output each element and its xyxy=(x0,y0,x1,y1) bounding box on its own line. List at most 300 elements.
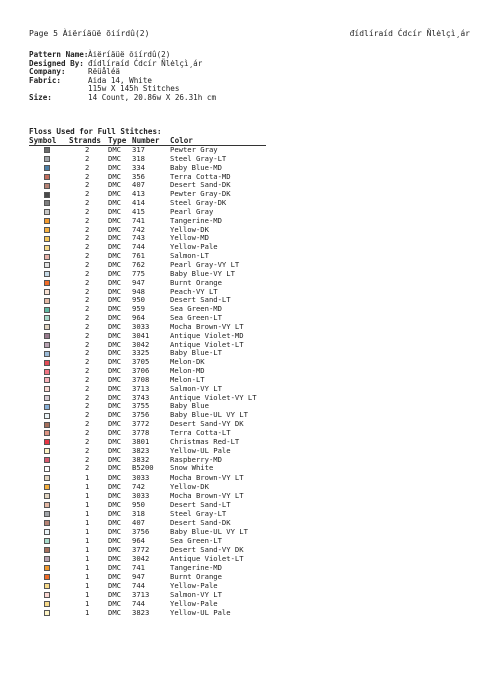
number-cell: 744 xyxy=(132,581,145,591)
floss-symbol-icon xyxy=(44,565,50,571)
color-name-cell: Antique Violet-VY LT xyxy=(170,392,257,402)
floss-row xyxy=(29,491,289,500)
floss-row xyxy=(29,536,289,545)
number-cell: 3756 xyxy=(132,527,150,537)
color-name-cell: Melon-LT xyxy=(170,374,205,384)
strands-cell: 1 xyxy=(85,590,90,600)
floss-symbol-icon xyxy=(44,315,50,321)
floss-row xyxy=(29,155,289,164)
color-name-cell: Burnt Orange xyxy=(170,277,222,287)
floss-symbol-icon xyxy=(44,592,50,598)
type-cell: DMC xyxy=(108,206,121,216)
number-cell: 3042 xyxy=(132,339,150,349)
floss-symbol-icon xyxy=(44,574,50,580)
type-cell: DMC xyxy=(108,436,121,446)
number-cell: 959 xyxy=(132,304,145,314)
color-name-cell: Antique Violet-LT xyxy=(170,339,244,349)
color-name-cell: Salmon-VY LT xyxy=(170,383,222,393)
strands-cell: 1 xyxy=(85,572,90,582)
floss-row xyxy=(29,341,289,350)
strands-cell: 2 xyxy=(85,206,90,216)
type-cell: DMC xyxy=(108,527,121,537)
floss-row xyxy=(29,305,289,314)
floss-symbol-icon xyxy=(44,457,50,463)
floss-row xyxy=(29,270,289,279)
floss-row xyxy=(29,402,289,411)
strands-cell: 2 xyxy=(85,339,90,349)
floss-symbol-icon xyxy=(44,430,50,436)
type-cell: DMC xyxy=(108,295,121,305)
floss-symbol-icon xyxy=(44,520,50,526)
type-cell: DMC xyxy=(108,392,121,402)
floss-symbol-icon xyxy=(44,493,50,499)
color-name-cell: Melon-DK xyxy=(170,357,205,367)
number-cell: 3713 xyxy=(132,383,150,393)
floss-symbol-icon xyxy=(44,547,50,553)
type-cell: DMC xyxy=(108,366,121,376)
color-name-cell: Desert Sand-LT xyxy=(170,500,231,510)
type-cell: DMC xyxy=(108,599,121,609)
floss-row xyxy=(29,323,289,332)
number-cell: 948 xyxy=(132,286,145,296)
color-name-cell: Desert Sand-LT xyxy=(170,295,231,305)
color-name-cell: Christmas Red-LT xyxy=(170,436,240,446)
number-cell: 3033 xyxy=(132,473,150,483)
info-value: Rëüåléä xyxy=(88,67,121,77)
number-cell: B5200 xyxy=(132,463,154,473)
strands-cell: 2 xyxy=(85,189,90,199)
floss-row xyxy=(29,509,289,518)
strands-cell: 2 xyxy=(85,162,90,172)
floss-row xyxy=(29,173,289,182)
strands-cell: 2 xyxy=(85,366,90,376)
number-cell: 744 xyxy=(132,242,145,252)
color-name-cell: Baby Blue-LT xyxy=(170,348,222,358)
number-cell: 3042 xyxy=(132,554,150,564)
type-cell: DMC xyxy=(108,357,121,367)
floss-row xyxy=(29,208,289,217)
strands-cell: 2 xyxy=(85,295,90,305)
number-cell: 317 xyxy=(132,145,145,154)
type-cell: DMC xyxy=(108,224,121,234)
strands-cell: 1 xyxy=(85,509,90,519)
color-name-cell: Yellow-UL Pale xyxy=(170,445,231,455)
floss-row xyxy=(29,164,289,173)
number-cell: 775 xyxy=(132,268,145,278)
floss-symbol-icon xyxy=(44,386,50,392)
number-cell: 3801 xyxy=(132,436,150,446)
strands-cell: 1 xyxy=(85,545,90,555)
number-cell: 3778 xyxy=(132,428,150,437)
floss-row xyxy=(29,252,289,261)
column-header-type: Type xyxy=(108,136,127,145)
floss-row xyxy=(29,394,289,403)
number-cell: 415 xyxy=(132,206,145,216)
info-label: Fabric: xyxy=(29,75,62,85)
floss-symbol-icon xyxy=(44,369,50,375)
number-cell: 3832 xyxy=(132,454,150,464)
number-cell: 964 xyxy=(132,313,145,323)
strands-cell: 1 xyxy=(85,563,90,573)
color-name-cell: Raspberry-MD xyxy=(170,454,222,464)
floss-row xyxy=(29,261,289,270)
type-cell: DMC xyxy=(108,215,121,225)
type-cell: DMC xyxy=(108,410,121,420)
floss-row xyxy=(29,572,289,581)
floss-symbol-icon xyxy=(44,448,50,454)
color-name-cell: Burnt Orange xyxy=(170,572,222,582)
type-cell: DMC xyxy=(108,374,121,384)
number-cell: 742 xyxy=(132,224,145,234)
strands-cell: 2 xyxy=(85,313,90,323)
type-cell: DMC xyxy=(108,304,121,314)
floss-row xyxy=(29,234,289,243)
color-name-cell: Yellow-MD xyxy=(170,233,209,243)
color-name-cell: Tangerine-MD xyxy=(170,563,222,573)
strands-cell: 2 xyxy=(85,242,90,252)
color-name-cell: Terra Cotta-LT xyxy=(170,428,231,437)
floss-symbol-icon xyxy=(44,307,50,313)
number-cell: 414 xyxy=(132,198,145,208)
number-cell: 742 xyxy=(132,482,145,492)
type-cell: DMC xyxy=(108,277,121,287)
type-cell: DMC xyxy=(108,330,121,340)
number-cell: 318 xyxy=(132,153,145,163)
type-cell: DMC xyxy=(108,608,121,618)
info-value: Àiëríäüë õiírdû(2) xyxy=(88,50,171,59)
floss-section-title: Floss Used for Full Stitches: xyxy=(29,127,162,136)
strands-cell: 2 xyxy=(85,445,90,455)
info-value: 14 Count, 20.86w X 26.31h cm xyxy=(88,92,217,102)
strands-cell: 2 xyxy=(85,259,90,269)
type-cell: DMC xyxy=(108,500,121,510)
strands-cell: 2 xyxy=(85,463,90,473)
color-name-cell: Yellow-DK xyxy=(170,224,209,234)
floss-row xyxy=(29,518,289,527)
floss-symbol-icon xyxy=(44,245,50,251)
strands-cell: 1 xyxy=(85,500,90,510)
color-name-cell: Steel Gray-DK xyxy=(170,198,227,208)
floss-row xyxy=(29,527,289,536)
type-cell: DMC xyxy=(108,509,121,519)
type-cell: DMC xyxy=(108,454,121,464)
color-name-cell: Desert Sand-DK xyxy=(170,518,231,528)
floss-symbol-icon xyxy=(44,227,50,233)
number-cell: 3772 xyxy=(132,545,150,555)
type-cell: DMC xyxy=(108,563,121,573)
floss-symbol-icon xyxy=(44,271,50,277)
type-cell: DMC xyxy=(108,242,121,252)
color-name-cell: Sea Green-MD xyxy=(170,304,222,314)
floss-symbol-icon xyxy=(44,156,50,162)
strands-cell: 2 xyxy=(85,330,90,340)
color-name-cell: Yellow-Pale xyxy=(170,599,218,609)
color-name-cell: Baby Blue-VY LT xyxy=(170,268,235,278)
color-name-cell: Peach-VY LT xyxy=(170,286,218,296)
type-cell: DMC xyxy=(108,189,121,199)
floss-symbol-icon xyxy=(44,183,50,189)
floss-row xyxy=(29,296,289,305)
number-cell: 318 xyxy=(132,509,145,519)
info-label: Pattern Name: xyxy=(29,50,89,59)
number-cell: 3706 xyxy=(132,366,150,376)
floss-symbol-icon xyxy=(44,377,50,383)
number-cell: 413 xyxy=(132,189,145,199)
color-name-cell: Baby Blue-MD xyxy=(170,162,222,172)
color-name-cell: Yellow-DK xyxy=(170,482,209,492)
floss-row xyxy=(29,288,289,297)
strands-cell: 1 xyxy=(85,491,90,501)
floss-row xyxy=(29,473,289,482)
strands-cell: 2 xyxy=(85,454,90,464)
floss-symbol-icon xyxy=(44,466,50,472)
strands-cell: 2 xyxy=(85,392,90,402)
number-cell: 334 xyxy=(132,162,145,172)
type-cell: DMC xyxy=(108,445,121,455)
color-name-cell: Terra Cotta-MD xyxy=(170,171,231,181)
color-name-cell: Steel Gray-LT xyxy=(170,509,227,519)
number-cell: 762 xyxy=(132,259,145,269)
floss-symbol-icon xyxy=(44,147,50,153)
color-name-cell: Antique Violet-LT xyxy=(170,554,244,564)
info-label: Company: xyxy=(29,67,66,77)
strands-cell: 2 xyxy=(85,374,90,384)
color-name-cell: Pearl Gray-VY LT xyxy=(170,259,240,269)
type-cell: DMC xyxy=(108,482,121,492)
floss-row xyxy=(29,590,289,599)
column-header-symbol: Symbol xyxy=(29,136,57,145)
number-cell: 3705 xyxy=(132,357,150,367)
floss-row xyxy=(29,438,289,447)
number-cell: 3823 xyxy=(132,445,150,455)
color-name-cell: Desert Sand-DK xyxy=(170,180,231,190)
floss-symbol-icon xyxy=(44,556,50,562)
info-label: Designed By: xyxy=(29,58,84,68)
type-cell: DMC xyxy=(108,536,121,546)
color-name-cell: Baby Blue xyxy=(170,401,209,411)
color-name-cell: Tangerine-MD xyxy=(170,215,222,225)
strands-cell: 1 xyxy=(85,536,90,546)
color-name-cell: Yellow-Pale xyxy=(170,242,218,252)
strands-cell: 1 xyxy=(85,473,90,483)
type-cell: DMC xyxy=(108,313,121,323)
color-name-cell: Mocha Brown-VY LT xyxy=(170,491,244,501)
strands-cell: 1 xyxy=(85,554,90,564)
strands-cell: 2 xyxy=(85,180,90,190)
number-cell: 741 xyxy=(132,215,145,225)
strands-cell: 2 xyxy=(85,401,90,411)
floss-row xyxy=(29,456,289,465)
type-cell: DMC xyxy=(108,321,121,331)
type-cell: DMC xyxy=(108,545,121,555)
type-cell: DMC xyxy=(108,401,121,411)
floss-symbol-icon xyxy=(44,289,50,295)
floss-row xyxy=(29,482,289,491)
type-cell: DMC xyxy=(108,581,121,591)
number-cell: 3772 xyxy=(132,419,150,429)
column-header-color: Color xyxy=(170,136,193,145)
floss-symbol-icon xyxy=(44,209,50,215)
strands-cell: 2 xyxy=(85,383,90,393)
floss-symbol-icon xyxy=(44,262,50,268)
strands-cell: 1 xyxy=(85,482,90,492)
floss-row xyxy=(29,199,289,208)
floss-row xyxy=(29,367,289,376)
floss-row xyxy=(29,314,289,323)
number-cell: 3033 xyxy=(132,321,150,331)
floss-row xyxy=(29,599,289,608)
floss-symbol-icon xyxy=(44,360,50,366)
floss-symbol-icon xyxy=(44,254,50,260)
type-cell: DMC xyxy=(108,198,121,208)
floss-symbol-icon xyxy=(44,395,50,401)
floss-symbol-icon xyxy=(44,324,50,330)
color-name-cell: Yellow-UL Pale xyxy=(170,608,231,618)
number-cell: 3743 xyxy=(132,392,150,402)
color-name-cell: Pewter Gray xyxy=(170,145,218,154)
strands-cell: 2 xyxy=(85,215,90,225)
strands-cell: 2 xyxy=(85,348,90,358)
strands-cell: 2 xyxy=(85,286,90,296)
floss-symbol-icon xyxy=(44,165,50,171)
type-cell: DMC xyxy=(108,286,121,296)
color-name-cell: Sea Green-LT xyxy=(170,536,222,546)
color-name-cell: Antique Violet-MD xyxy=(170,330,244,340)
strands-cell: 1 xyxy=(85,599,90,609)
type-cell: DMC xyxy=(108,259,121,269)
strands-cell: 2 xyxy=(85,304,90,314)
floss-row xyxy=(29,563,289,572)
number-cell: 761 xyxy=(132,251,145,261)
floss-row xyxy=(29,411,289,420)
type-cell: DMC xyxy=(108,590,121,600)
page-header-right: đídlíraíd Ćdcír Ñlėlçì¸ár xyxy=(349,29,470,38)
info-value: Aida 14, White xyxy=(88,75,153,85)
floss-row xyxy=(29,279,289,288)
size-row xyxy=(29,94,216,103)
floss-row xyxy=(29,429,289,438)
number-cell: 741 xyxy=(132,563,145,573)
type-cell: DMC xyxy=(108,162,121,172)
number-cell: 356 xyxy=(132,171,145,181)
pattern-info xyxy=(29,51,216,103)
floss-row xyxy=(29,420,289,429)
color-name-cell: Mocha Brown-VY LT xyxy=(170,321,244,331)
floss-symbol-icon xyxy=(44,502,50,508)
type-cell: DMC xyxy=(108,383,121,393)
strands-cell: 2 xyxy=(85,171,90,181)
strands-cell: 2 xyxy=(85,419,90,429)
color-name-cell: Pearl Gray xyxy=(170,206,214,216)
type-cell: DMC xyxy=(108,572,121,582)
type-cell: DMC xyxy=(108,268,121,278)
strands-cell: 2 xyxy=(85,153,90,163)
column-header-number: Number xyxy=(132,136,160,145)
column-header-strands: Strands xyxy=(69,136,102,145)
strands-cell: 1 xyxy=(85,518,90,528)
number-cell: 407 xyxy=(132,518,145,528)
floss-row xyxy=(29,464,289,473)
info-label: Size: xyxy=(29,92,52,102)
floss-row xyxy=(29,146,289,155)
color-name-cell: Yellow-Pale xyxy=(170,581,218,591)
number-cell: 3708 xyxy=(132,374,150,384)
strands-cell: 2 xyxy=(85,428,90,437)
color-name-cell: Snow White xyxy=(170,463,214,473)
strands-cell: 2 xyxy=(85,277,90,287)
type-cell: DMC xyxy=(108,171,121,181)
floss-row xyxy=(29,608,289,617)
type-cell: DMC xyxy=(108,428,121,437)
info-value: 115w X 145h Stitches xyxy=(88,84,180,94)
floss-symbol-icon xyxy=(44,475,50,481)
color-name-cell: Salmon-LT xyxy=(170,251,209,261)
floss-symbol-icon xyxy=(44,413,50,419)
floss-symbol-icon xyxy=(44,511,50,517)
number-cell: 3041 xyxy=(132,330,150,340)
floss-symbol-icon xyxy=(44,192,50,198)
type-cell: DMC xyxy=(108,518,121,528)
floss-symbol-icon xyxy=(44,538,50,544)
number-cell: 3325 xyxy=(132,348,150,358)
color-name-cell: Steel Gray-LT xyxy=(170,153,227,163)
color-name-cell: Baby Blue-UL VY LT xyxy=(170,410,248,420)
floss-symbol-icon xyxy=(44,200,50,206)
color-name-cell: Desert Sand-VY DK xyxy=(170,419,244,429)
type-cell: DMC xyxy=(108,419,121,429)
number-cell: 3823 xyxy=(132,608,150,618)
strands-cell: 2 xyxy=(85,251,90,261)
strands-cell: 1 xyxy=(85,581,90,591)
strands-cell: 2 xyxy=(85,321,90,331)
floss-symbol-icon xyxy=(44,174,50,180)
page-header-left: Page 5 Àiëríäüë õiírdû(2) xyxy=(29,29,150,38)
floss-row xyxy=(29,554,289,563)
floss-symbol-icon xyxy=(44,351,50,357)
floss-symbol-icon xyxy=(44,422,50,428)
type-cell: DMC xyxy=(108,554,121,564)
floss-row xyxy=(29,217,289,226)
strands-cell: 2 xyxy=(85,410,90,420)
floss-symbol-icon xyxy=(44,439,50,445)
strands-cell: 2 xyxy=(85,224,90,234)
floss-symbol-icon xyxy=(44,333,50,339)
strands-cell: 2 xyxy=(85,357,90,367)
floss-row xyxy=(29,581,289,590)
floss-row xyxy=(29,181,289,190)
type-cell: DMC xyxy=(108,145,121,154)
floss-symbol-icon xyxy=(44,342,50,348)
strands-cell: 1 xyxy=(85,608,90,618)
color-name-cell: Baby Blue-UL VY LT xyxy=(170,527,248,537)
floss-symbol-icon xyxy=(44,236,50,242)
floss-symbol-icon xyxy=(44,298,50,304)
color-name-cell: Desert Sand-VY DK xyxy=(170,545,244,555)
floss-symbol-icon xyxy=(44,280,50,286)
floss-symbol-icon xyxy=(44,218,50,224)
type-cell: DMC xyxy=(108,180,121,190)
number-cell: 964 xyxy=(132,536,145,546)
type-cell: DMC xyxy=(108,233,121,243)
type-cell: DMC xyxy=(108,473,121,483)
floss-row xyxy=(29,226,289,235)
floss-symbol-icon xyxy=(44,610,50,616)
number-cell: 3755 xyxy=(132,401,150,411)
number-cell: 744 xyxy=(132,599,145,609)
number-cell: 407 xyxy=(132,180,145,190)
floss-row xyxy=(29,376,289,385)
strands-cell: 1 xyxy=(85,527,90,537)
